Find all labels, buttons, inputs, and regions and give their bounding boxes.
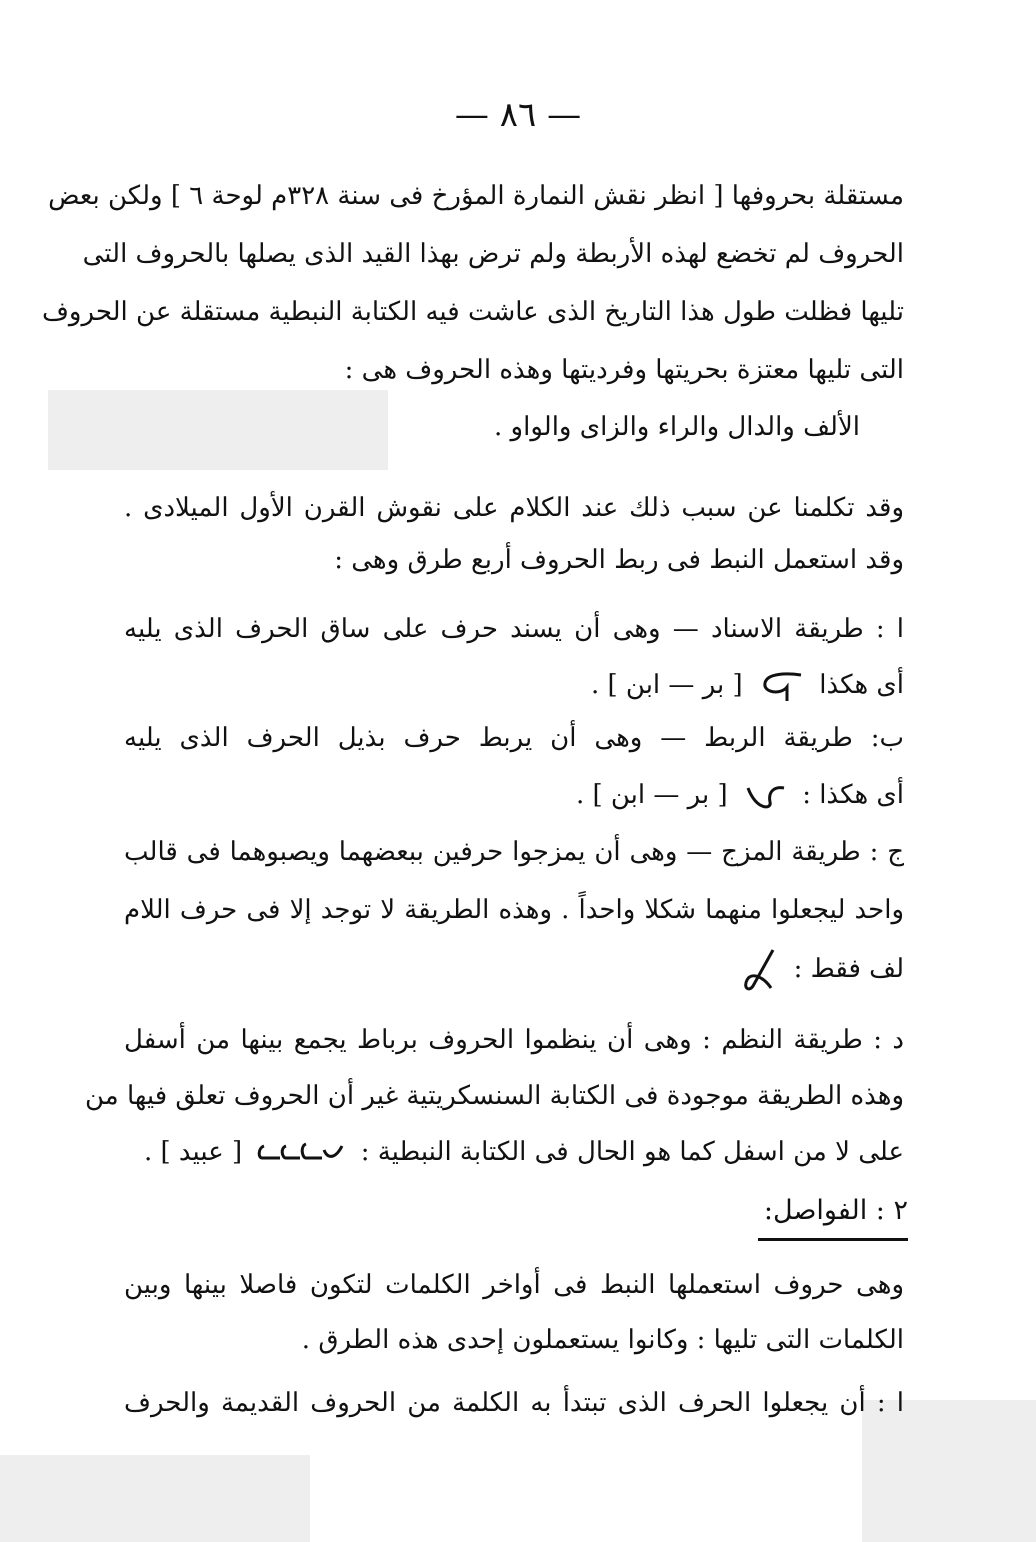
nabataean-ligature-glyph bbox=[757, 669, 805, 703]
body-line: الكلمات التى تليها : وكانوا يستعملون إحدى هذه الطرق . bbox=[301, 1325, 904, 1355]
body-line-end: [ عبيد ] . bbox=[143, 1137, 243, 1167]
page-number: — ٨٦ — bbox=[454, 95, 582, 135]
nabataean-ligature-glyph bbox=[742, 780, 788, 812]
body-line: واحد ليجعلوا منهما شكلا واحداً . وهذه الطريقة لا توجد إلا فى حرف اللام bbox=[124, 895, 904, 925]
body-line: ا : طريقة الاسناد — وهى أن يسند حرف على ساق الحرف الذى يليه bbox=[124, 614, 904, 644]
body-line-end: [ بر — ابن ] . bbox=[575, 780, 728, 810]
scan-shading bbox=[48, 390, 388, 470]
body-line: وهى حروف استعملها النبط فى أواخر الكلمات لتكون فاصلا بينها وبين bbox=[124, 1270, 904, 1300]
body-line-start: لف فقط : bbox=[793, 954, 904, 984]
scan-shading bbox=[0, 1455, 310, 1542]
body-line: الألف والدال والراء والزاى والواو . bbox=[494, 412, 860, 442]
body-line: ج : طريقة المزج — وهى أن يمزجوا حرفين ببعضهما ويصبوهما فى قالب bbox=[124, 837, 904, 867]
body-line: تليها فظلت طول هذا التاريخ الذى عاشت فيه الكتابة النبطية مستقلة عن الحروف bbox=[41, 297, 904, 327]
heading-underline bbox=[758, 1238, 908, 1241]
body-line-start: أى هكذا : bbox=[802, 780, 904, 810]
nabataean-word-glyph bbox=[256, 1136, 346, 1170]
body-line: وهذه الطريقة موجودة فى الكتابة السنسكريتية غير أن الحروف تعلق فيها من bbox=[84, 1081, 904, 1111]
example-line bbox=[124, 948, 904, 992]
body-line: الحروف لم تخضع لهذه الأربطة ولم ترض بهذا القيد الذى يصلها بالحروف التى bbox=[82, 239, 904, 269]
section-heading: ٢ : الفواصل: bbox=[763, 1195, 908, 1226]
body-line: التى تليها معتزة بحريتها وفرديتها وهذه الحروف هى : bbox=[344, 355, 904, 385]
body-line-end: [ بر — ابن ] . bbox=[590, 670, 743, 700]
body-line-start: على لا من اسفل كما هو الحال فى الكتابة النبطية : bbox=[360, 1137, 904, 1167]
body-line: وقد استعمل النبط فى ربط الحروف أربع طرق وهى : bbox=[334, 545, 904, 575]
body-line-start: أى هكذا bbox=[819, 670, 904, 700]
example-line bbox=[124, 1132, 904, 1172]
body-line: مستقلة بحروفها [ انظر نقش النمارة المؤرخ فى سنة ٣٢٨م لوحة ٦ ] ولكن بعض bbox=[48, 181, 904, 211]
body-line: ب: طريقة الربط — وهى أن يربط حرف بذيل الحرف الذى يليه bbox=[124, 723, 904, 753]
body-line: وقد تكلمنا عن سبب ذلك عند الكلام على نقوش القرن الأول الميلادى . bbox=[124, 493, 904, 523]
body-line: د : طريقة النظم : وهى أن ينظموا الحروف برباط يجمع بينها من أسفل bbox=[124, 1025, 904, 1055]
nabataean-lam-alef-glyph bbox=[739, 948, 779, 992]
example-line bbox=[124, 775, 904, 815]
body-line: ا : أن يجعلوا الحرف الذى تبتدأ به الكلمة من الحروف القديمة والحرف bbox=[124, 1388, 904, 1418]
example-line bbox=[124, 665, 904, 705]
